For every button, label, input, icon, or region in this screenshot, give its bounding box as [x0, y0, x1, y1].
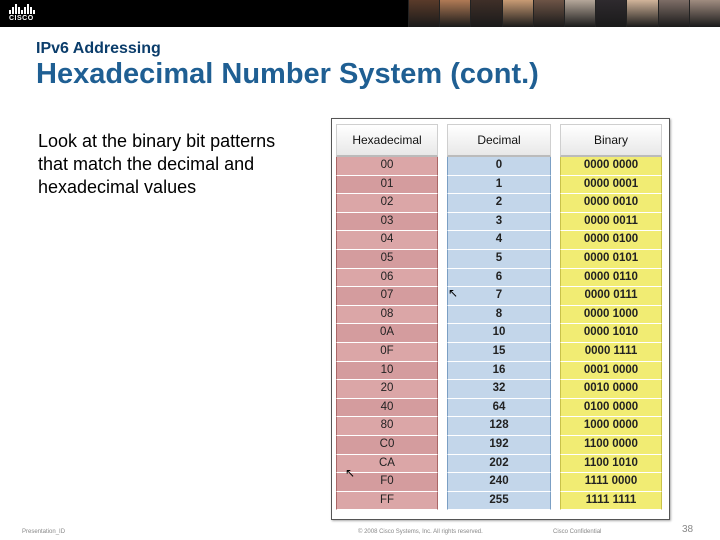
bin-cell: 1111 0000 — [560, 473, 662, 492]
bin-cell: 0100 0000 — [560, 399, 662, 418]
header-photo — [658, 0, 689, 27]
header-photo — [533, 0, 564, 27]
bin-cell: 0000 0101 — [560, 250, 662, 269]
bin-cell: 0000 0100 — [560, 231, 662, 250]
header-photo — [439, 0, 470, 27]
bin-cell: 0001 0000 — [560, 362, 662, 381]
dec-cell: 1 — [447, 176, 551, 195]
bin-cell: 0000 0011 — [560, 213, 662, 232]
conversion-table — [331, 118, 670, 520]
hex-cell: 00 — [336, 157, 438, 176]
cisco-logo — [9, 4, 41, 24]
bin-cell: 0000 1000 — [560, 306, 662, 325]
slide-title: Hexadecimal Number System (cont.) — [36, 58, 539, 90]
footer-copyright: © 2008 Cisco Systems, Inc. All rights reserved. — [358, 529, 483, 535]
header-photo — [470, 0, 501, 27]
hex-cell: FF — [336, 492, 438, 511]
footer-confidential: Cisco Confidential — [553, 529, 602, 535]
hex-cell: 04 — [336, 231, 438, 250]
dec-cell: 2 — [447, 194, 551, 213]
dec-cell: 64 — [447, 399, 551, 418]
bin-cell: 0000 0000 — [560, 157, 662, 176]
binary-column — [560, 124, 662, 510]
hex-cell: F0 — [336, 473, 438, 492]
hex-cell: 40 — [336, 399, 438, 418]
hex-cell: 10 — [336, 362, 438, 381]
hex-cell: 05 — [336, 250, 438, 269]
hex-cell: 0F — [336, 343, 438, 362]
hex-cell: 20 — [336, 380, 438, 399]
dec-cell: 32 — [447, 380, 551, 399]
dec-cell: 5 — [447, 250, 551, 269]
bin-cell: 0000 1111 — [560, 343, 662, 362]
hex-cell: 08 — [336, 306, 438, 325]
mouse-pointer-icon: ↖ — [345, 466, 356, 480]
hex-cell: C0 — [336, 436, 438, 455]
hex-cell: 01 — [336, 176, 438, 195]
header-photo — [408, 0, 439, 27]
hex-cell: 03 — [336, 213, 438, 232]
bin-cell: 0000 0111 — [560, 287, 662, 306]
dec-cell: 192 — [447, 436, 551, 455]
dec-cell: 0 — [447, 157, 551, 176]
header-photo — [626, 0, 657, 27]
body-text: Look at the binary bit patterns that match the decimal and hexadecimal values — [38, 131, 276, 197]
dec-cell: 4 — [447, 231, 551, 250]
header-photo-strip — [408, 0, 720, 27]
dec-cell: 255 — [447, 492, 551, 511]
dec-cell: 202 — [447, 455, 551, 474]
hex-cell: 07 — [336, 287, 438, 306]
binary-column-header: Binary — [560, 124, 662, 157]
mouse-pointer-icon: ↖ — [448, 286, 459, 300]
bin-cell: 0000 0010 — [560, 194, 662, 213]
bin-cell: 1100 0000 — [560, 436, 662, 455]
hex-column — [336, 124, 438, 510]
hex-cell: 06 — [336, 269, 438, 288]
hex-cell: 80 — [336, 417, 438, 436]
bin-cell: 0000 0001 — [560, 176, 662, 195]
bin-cell: 0000 0110 — [560, 269, 662, 288]
bin-cell: 0010 0000 — [560, 380, 662, 399]
header-banner — [0, 0, 720, 27]
dec-cell: 240 — [447, 473, 551, 492]
dec-cell: 16 — [447, 362, 551, 381]
dec-cell: 6 — [447, 269, 551, 288]
footer-presentation-id: Presentation_ID — [22, 529, 66, 535]
header-photo — [689, 0, 720, 27]
page-number: 38 — [682, 524, 694, 535]
dec-cell: 128 — [447, 417, 551, 436]
hex-cell: CA — [336, 455, 438, 474]
decimal-column — [447, 124, 551, 510]
bin-cell: 1100 1010 — [560, 455, 662, 474]
header-photo — [564, 0, 595, 27]
cisco-logo-text: CISCO — [9, 15, 34, 22]
bin-cell: 0000 1010 — [560, 324, 662, 343]
decimal-column-header: Decimal — [447, 124, 551, 157]
dec-cell: 3 — [447, 213, 551, 232]
dec-cell: 10 — [447, 324, 551, 343]
bin-cell: 1000 0000 — [560, 417, 662, 436]
bin-cell: 1111 1111 — [560, 492, 662, 511]
dec-cell: 7 — [447, 287, 551, 306]
cisco-logo-bars — [9, 4, 41, 14]
hex-cell: 02 — [336, 194, 438, 213]
header-photo — [595, 0, 626, 27]
dec-cell: 8 — [447, 306, 551, 325]
hex-column-header: Hexadecimal — [336, 124, 438, 157]
dec-cell: 15 — [447, 343, 551, 362]
hex-cell: 0A — [336, 324, 438, 343]
header-photo — [502, 0, 533, 27]
section-label: IPv6 Addressing — [36, 40, 161, 57]
